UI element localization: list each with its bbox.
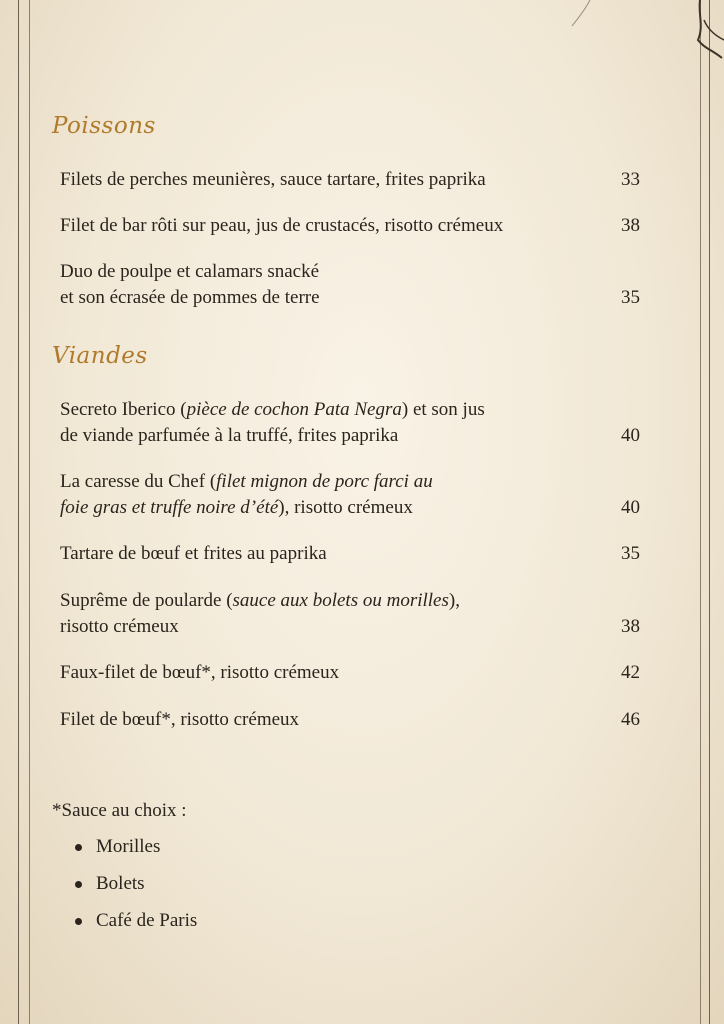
list-item: [72, 834, 197, 860]
menu-item: [60, 397, 640, 449]
dish-price: 38: [621, 215, 640, 236]
menu-item: [60, 213, 640, 239]
dish-description: Tartare de bœuf et frites au paprika: [60, 543, 327, 564]
section-title-poissons: Poissons: [52, 113, 156, 139]
sauce-note-label: *Sauce au choix :: [52, 800, 187, 821]
dish-description: Faux-filet de bœuf*, risotto crémeux: [60, 662, 340, 683]
dish-price: 42: [621, 662, 640, 683]
dish-text: ), risotto crémeux: [278, 497, 413, 518]
dish-description: risotto crémeux: [60, 616, 179, 637]
dish-text-italic: pièce de cochon Pata Negra: [186, 399, 402, 420]
dish-description: et son écrasée de pommes de terre: [60, 287, 320, 308]
menu-item: [60, 167, 640, 193]
dish-text-italic: filet mignon de porc farci au: [216, 471, 433, 492]
dish-description: Duo de poulpe et calamars snacké: [60, 261, 320, 282]
dish-text-italic: foie gras et truffe noire d’été: [60, 497, 279, 518]
dish-price: 38: [621, 616, 640, 637]
sauce-options-list: [72, 834, 197, 945]
dish-text: La caresse du Chef (: [60, 471, 217, 492]
menu-item: [60, 541, 640, 567]
dish-price: 35: [621, 543, 640, 564]
bullet-icon: [75, 844, 82, 851]
page-border-left: [18, 0, 30, 1024]
sauce-option: Café de Paris: [96, 910, 198, 931]
list-item: [72, 908, 197, 934]
dish-description: Filet de bœuf*, risotto crémeux: [60, 709, 300, 730]
list-item: [72, 871, 197, 897]
menu-item: [60, 660, 640, 686]
dish-description: Filet de bar rôti sur peau, jus de crustacés, risotto crémeux: [60, 215, 504, 236]
dish-text: ),: [448, 590, 460, 611]
dish-description: [60, 397, 640, 423]
dish-text-italic: sauce aux bolets ou morilles: [232, 590, 449, 611]
bullet-icon: [75, 918, 82, 925]
dish-description: [60, 495, 640, 521]
bullet-icon: [75, 881, 82, 888]
dish-price: 35: [621, 287, 640, 308]
dish-text: Suprême de poularde (: [60, 590, 233, 611]
dish-price: 46: [621, 709, 640, 730]
dish-text: ) et son jus: [401, 399, 485, 420]
section-title-viandes: Viandes: [52, 343, 148, 369]
dish-price: 40: [621, 497, 640, 518]
dish-description: [60, 588, 640, 614]
sauce-option: Morilles: [96, 836, 161, 857]
dish-price: 40: [621, 425, 640, 446]
menu-item: [60, 469, 640, 521]
dish-description: de viande parfumée à la truffé, frites paprika: [60, 425, 399, 446]
sauce-option: Bolets: [96, 873, 145, 894]
menu-item: [60, 259, 640, 311]
menu-item: [60, 707, 640, 733]
corner-flourish-icon: [694, 0, 724, 70]
dish-text: Secreto Iberico (: [60, 399, 187, 420]
menu-item: [60, 588, 640, 640]
dish-description: Filets de perches meunières, sauce tartare, frites paprika: [60, 169, 486, 190]
page-border-right: [700, 0, 710, 1024]
top-stroke-icon: [560, 0, 600, 30]
dish-price: 33: [621, 169, 640, 190]
dish-description: [60, 469, 640, 495]
